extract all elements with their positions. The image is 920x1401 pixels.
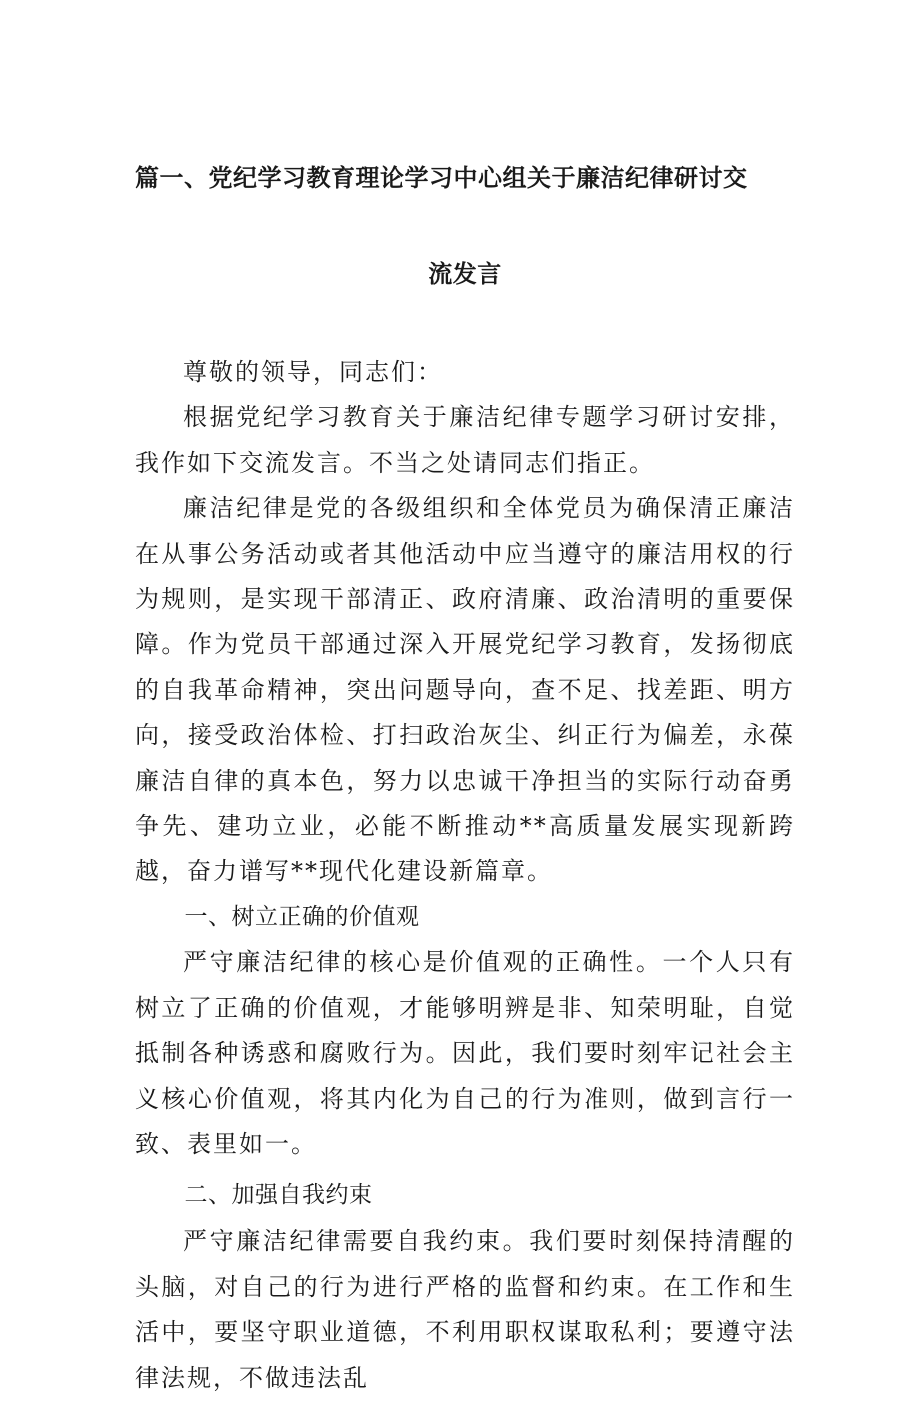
section-1-heading: 一、树立正确的价值观 <box>184 903 420 930</box>
document-title-line-2: 流发言 <box>428 260 502 288</box>
document-body <box>135 350 795 1401</box>
greeting-paragraph: 尊敬的领导，同志们： <box>183 358 443 386</box>
section-2-paragraph: 严守廉洁纪律需要自我约束。我们要时刻保持清醒的头脑，对自己的行为进行严格的监督和约束。在工作和生活中，要坚守职业道德，不利用职权谋取私利；要遵守法律法规，不做违法乱 <box>135 1227 795 1392</box>
section-2-heading: 二、加强自我约束 <box>184 1182 373 1209</box>
main-paragraph: 廉洁纪律是党的各级组织和全体党员为确保清正廉洁在从事公务活动或者其他活动中应当遵守的廉洁用权的行为规则，是实现干部清正、政府清廉、政治清明的重要保障。作为党员干部通过深入开展党纪学习教育，发扬彻底的自我革命精神，突出问题导向，查不足、找差距、明方向，接受政治体检、打扫政治灰尘、纠正行为偏差，永葆廉洁自律的真本色，努力以忠诚干净担当的实际行动奋勇争先、建功立业，必能不断推动**高质量发展实现新跨越，奋力谱写**现代化建设新篇章。 <box>135 494 795 886</box>
intro-paragraph: 根据党纪学习教育关于廉洁纪律专题学习研讨安排，我作如下交流发言。不当之处请同志们指正。 <box>135 403 795 477</box>
section-1-paragraph: 严守廉洁纪律的核心是价值观的正确性。一个人只有树立了正确的价值观，才能够明辨是非、知荣明耻，自觉抵制各种诱惑和腐败行为。因此，我们要时刻牢记社会主义核心价值观，将其内化为自己的行为准则，做到言行一致、表里如一。 <box>135 948 795 1158</box>
document-title-line-1: 篇一、党纪学习教育理论学习中心组关于廉洁纪律研讨交 <box>135 164 748 192</box>
